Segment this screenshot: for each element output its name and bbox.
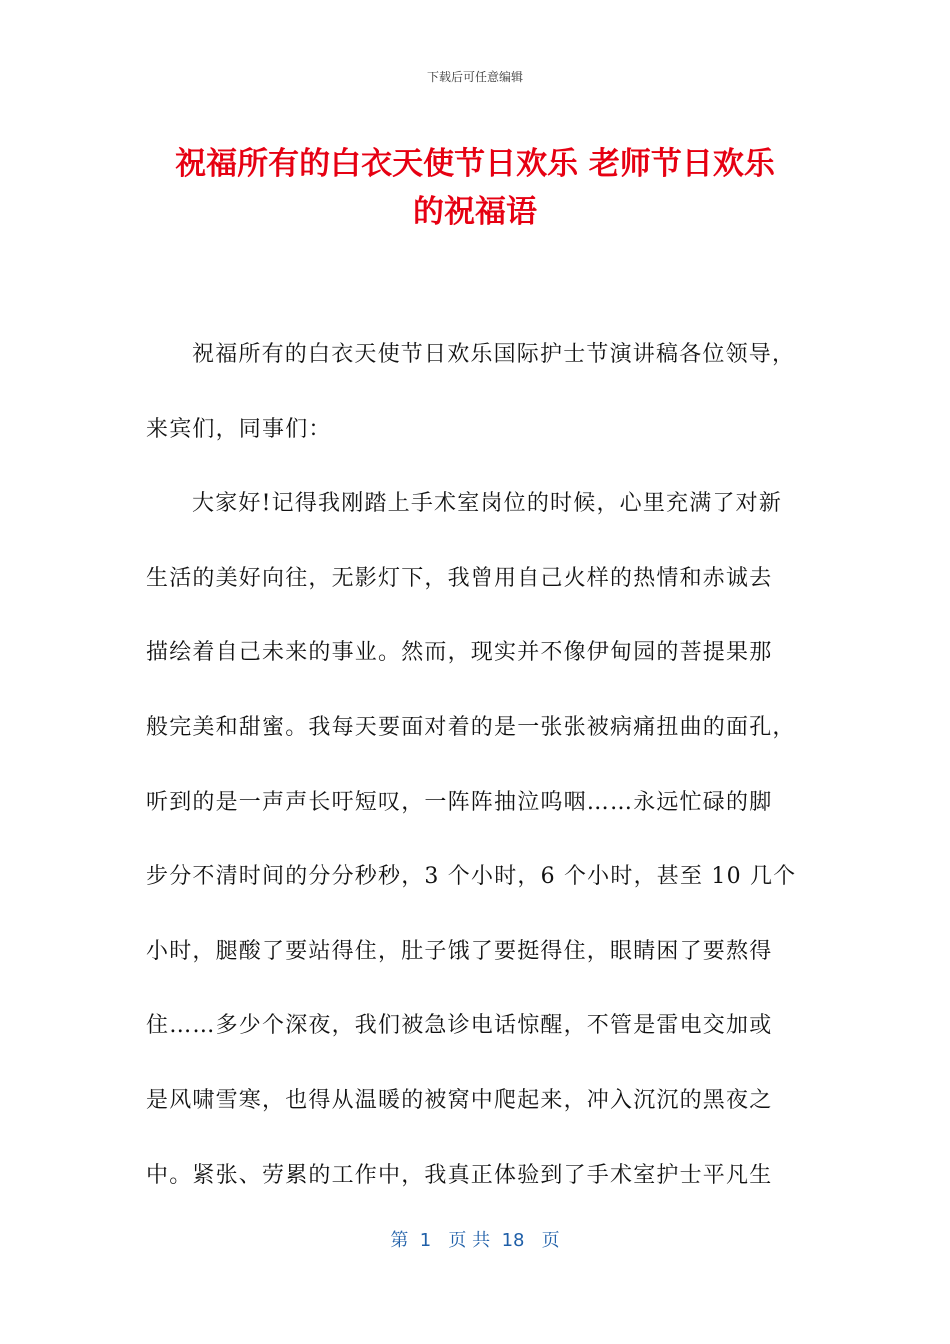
text-line: 描绘着自己未来的事业。然而，现实并不像伊甸园的菩提果那 <box>146 640 773 666</box>
text-line: 大家好!记得我刚踏上手术室岗位的时候，心里充满了对新 <box>192 491 783 517</box>
text-line: 来宾们，同事们： <box>146 416 332 442</box>
text-line: 小时，腿酸了要站得住，肚子饿了要挺得住，眼睛困了要熬得 <box>146 938 773 964</box>
text-line: 听到的是一声声长吁短叹，一阵阵抽泣呜咽……永远忙碌的脚 <box>146 789 773 815</box>
text-line: 祝福所有的白衣天使节日欢乐国际护士节演讲稿各位领导， <box>192 342 796 367</box>
header-note: 下载后可任意编辑 <box>426 70 523 84</box>
document-title <box>110 140 840 236</box>
page-number-footer: 第 1 页 共 18 页 <box>390 1230 560 1251</box>
text-line: 住……多少个深夜，我们被急诊电话惊醒，不管是雷电交加或 <box>146 1013 773 1039</box>
text-line: 生活的美好向往，无影灯下，我曾用自己火样的热情和赤诚去 <box>146 565 773 591</box>
paragraph-1 <box>146 318 806 467</box>
text-line: 步分不清时间的分分秒秒，3 个小时，6 个小时，甚至 10 几个 <box>146 864 797 890</box>
title-line-2: 的祝福语 <box>413 194 537 230</box>
paragraph-2 <box>146 467 806 1213</box>
title-line-1: 祝福所有的白衣天使节日欢乐 老师节日欢乐 <box>175 146 775 182</box>
document-body <box>146 318 806 1213</box>
text-line: 是风啸雪寒，也得从温暖的被窝中爬起来，冲入沉沉的黑夜之 <box>146 1087 773 1113</box>
text-line: 般完美和甜蜜。我每天要面对着的是一张张被病痛扭曲的面孔， <box>146 714 796 740</box>
text-line: 中。紧张、劳累的工作中，我真正体验到了手术室护士平凡生 <box>146 1162 773 1188</box>
